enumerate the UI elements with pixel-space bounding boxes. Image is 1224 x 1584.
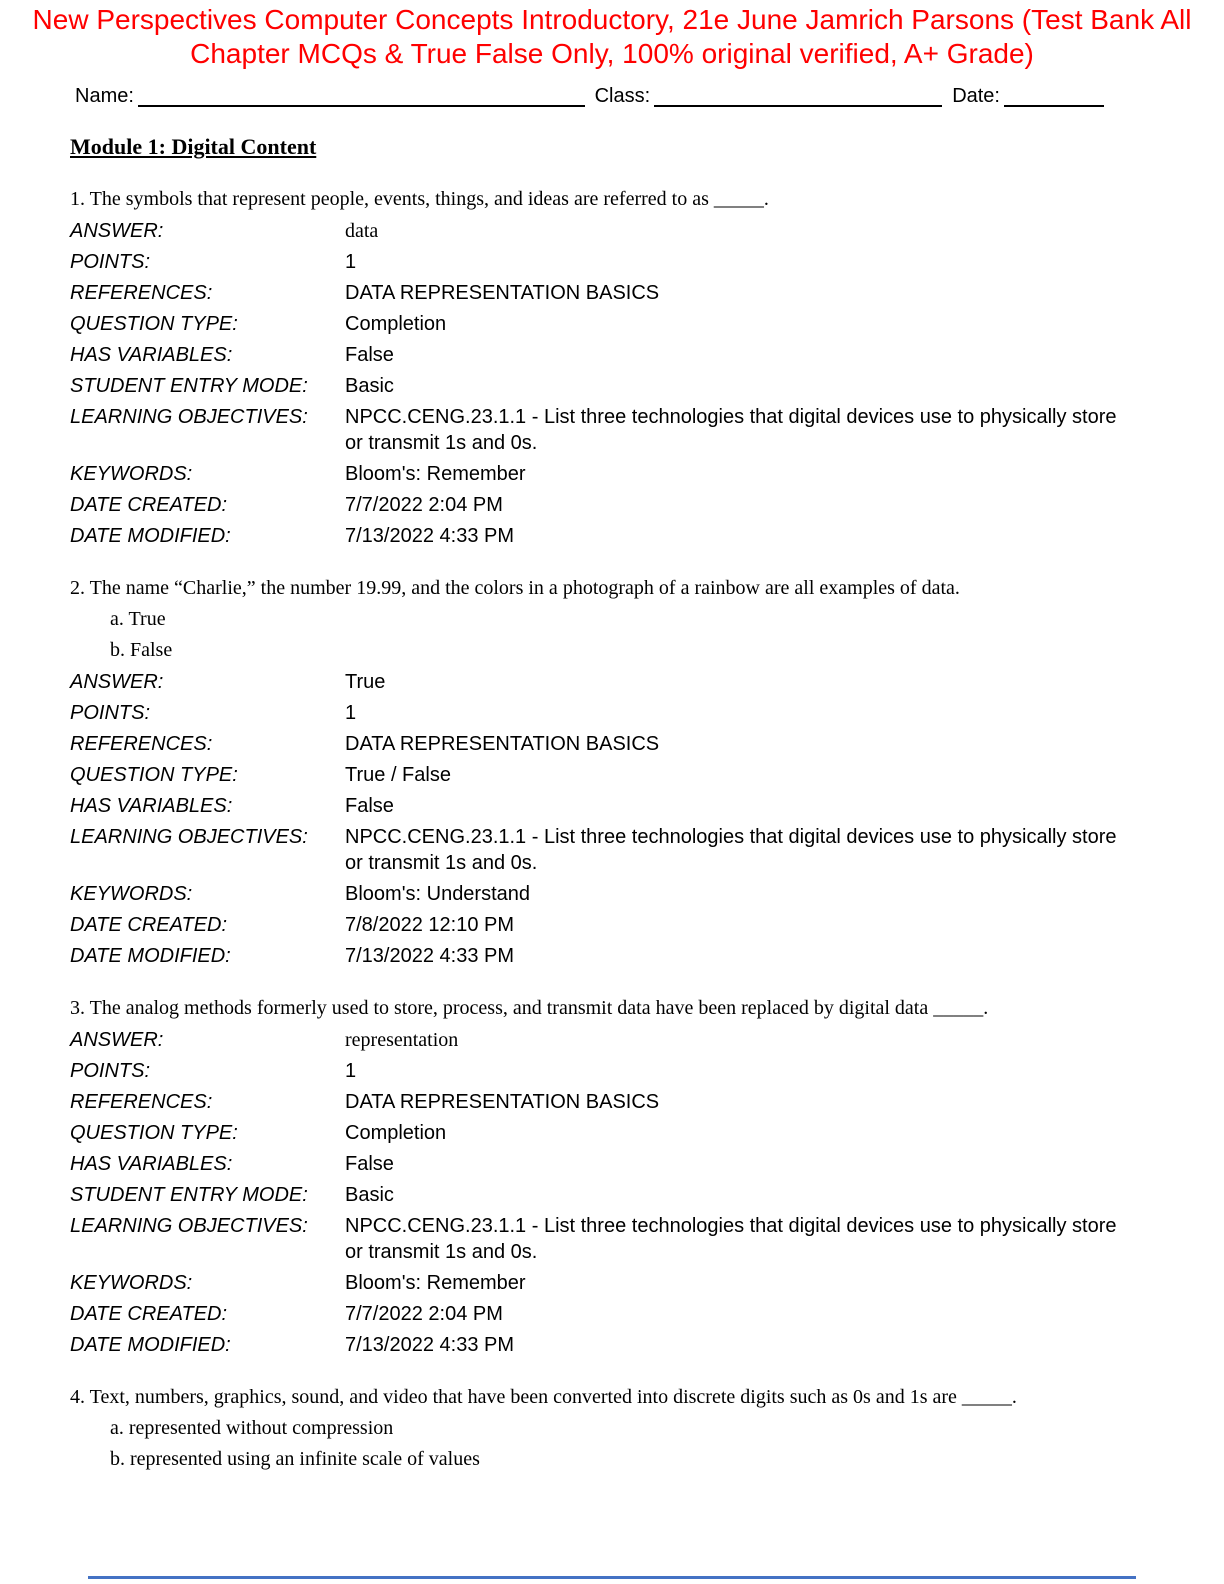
page-bottom-rule bbox=[88, 1576, 1136, 1579]
field-label: ANSWER: bbox=[70, 220, 164, 242]
field-value: Completion bbox=[345, 1122, 447, 1144]
question-text: 3. The analog methods formerly used to store, process, and transmit data have been replaced by digital data _____. bbox=[70, 997, 989, 1019]
field-label: QUESTION TYPE: bbox=[70, 764, 238, 786]
field-label: DATE CREATED: bbox=[70, 494, 228, 516]
class-blank-line bbox=[654, 85, 942, 107]
metadata-fields bbox=[70, 1027, 1136, 1358]
field-row bbox=[70, 404, 1136, 456]
field-row bbox=[70, 700, 1136, 726]
field-value: Bloom's: Understand bbox=[345, 883, 531, 905]
field-row bbox=[70, 461, 1136, 487]
field-label: LEARNING OBJECTIVES: bbox=[70, 826, 308, 848]
question-block-4 bbox=[70, 1384, 1136, 1472]
field-row bbox=[70, 943, 1136, 969]
field-value: 1 bbox=[345, 702, 357, 724]
field-label: HAS VARIABLES: bbox=[70, 344, 233, 366]
field-row bbox=[70, 1151, 1136, 1177]
field-label: QUESTION TYPE: bbox=[70, 1122, 238, 1144]
answer-option: a. represented without compression bbox=[110, 1417, 394, 1439]
field-label: POINTS: bbox=[70, 251, 151, 273]
field-value: 1 bbox=[345, 251, 357, 273]
field-value: 1 bbox=[345, 1060, 357, 1082]
title-line-1: New Perspectives Computer Concepts Introductory, 21e June Jamrich Parsons (Test Bank All bbox=[32, 4, 1192, 35]
field-label: ANSWER: bbox=[70, 1029, 164, 1051]
field-row bbox=[70, 1089, 1136, 1115]
field-label: KEYWORDS: bbox=[70, 1272, 193, 1294]
field-row bbox=[70, 523, 1136, 549]
field-value: NPCC.CENG.23.1.1 - List three technologies that digital devices use to physically store or transmit 1s and 0s. bbox=[345, 826, 1117, 874]
field-label: DATE MODIFIED: bbox=[70, 525, 231, 547]
field-row bbox=[70, 762, 1136, 788]
field-value: Basic bbox=[345, 1184, 394, 1206]
field-label: REFERENCES: bbox=[70, 733, 213, 755]
field-value: 7/13/2022 4:33 PM bbox=[345, 945, 515, 967]
field-value: True / False bbox=[345, 764, 451, 786]
module-heading: Module 1: Digital Content bbox=[70, 134, 317, 159]
field-row bbox=[70, 731, 1136, 757]
field-row bbox=[70, 373, 1136, 399]
field-row bbox=[70, 1301, 1136, 1327]
field-value: DATA REPRESENTATION BASICS bbox=[345, 733, 660, 755]
field-label: KEYWORDS: bbox=[70, 883, 193, 905]
field-label: POINTS: bbox=[70, 702, 151, 724]
name-class-date-row bbox=[75, 85, 1104, 107]
field-value: NPCC.CENG.23.1.1 - List three technologies that digital devices use to physically store or transmit 1s and 0s. bbox=[345, 406, 1117, 454]
field-row bbox=[70, 1213, 1136, 1265]
field-label: REFERENCES: bbox=[70, 282, 213, 304]
field-value: NPCC.CENG.23.1.1 - List three technologies that digital devices use to physically store or transmit 1s and 0s. bbox=[345, 1215, 1117, 1263]
field-row bbox=[70, 1270, 1136, 1296]
field-row bbox=[70, 342, 1136, 368]
question-block-1 bbox=[70, 186, 1136, 549]
date-label: Date: bbox=[952, 85, 1000, 107]
field-row bbox=[70, 669, 1136, 695]
field-value: False bbox=[345, 1153, 394, 1175]
field-row bbox=[70, 249, 1136, 275]
question-block-2 bbox=[70, 575, 1136, 969]
field-row bbox=[70, 881, 1136, 907]
field-value: False bbox=[345, 795, 394, 817]
field-row bbox=[70, 492, 1136, 518]
field-row bbox=[70, 1182, 1136, 1208]
field-label: DATE CREATED: bbox=[70, 914, 228, 936]
field-label: LEARNING OBJECTIVES: bbox=[70, 1215, 308, 1237]
field-label: QUESTION TYPE: bbox=[70, 313, 238, 335]
answer-option: b. False bbox=[110, 639, 173, 661]
field-value: Bloom's: Remember bbox=[345, 463, 526, 485]
field-row bbox=[70, 218, 1136, 244]
questions-container bbox=[0, 186, 1224, 1472]
field-value: data bbox=[345, 220, 379, 242]
name-label: Name: bbox=[75, 85, 134, 107]
field-label: ANSWER: bbox=[70, 671, 164, 693]
question-text: 1. The symbols that represent people, events, things, and ideas are referred to as _____. bbox=[70, 188, 769, 210]
field-value: 7/13/2022 4:33 PM bbox=[345, 1334, 515, 1356]
question-block-3 bbox=[70, 995, 1136, 1358]
field-row bbox=[70, 1027, 1136, 1053]
field-value: DATA REPRESENTATION BASICS bbox=[345, 282, 660, 304]
field-row bbox=[70, 793, 1136, 819]
question-text: 2. The name “Charlie,” the number 19.99, and the colors in a photograph of a rainbow are all examples of data. bbox=[70, 577, 960, 599]
field-label: LEARNING OBJECTIVES: bbox=[70, 406, 308, 428]
field-label: STUDENT ENTRY MODE: bbox=[70, 1184, 308, 1206]
answer-option: b. represented using an infinite scale of values bbox=[110, 1448, 480, 1470]
field-label: HAS VARIABLES: bbox=[70, 795, 233, 817]
field-value: DATA REPRESENTATION BASICS bbox=[345, 1091, 660, 1113]
metadata-fields bbox=[70, 669, 1136, 969]
field-value: True bbox=[345, 671, 386, 693]
field-value: 7/7/2022 2:04 PM bbox=[345, 1303, 503, 1325]
document-title bbox=[0, 0, 1224, 71]
question-text: 4. Text, numbers, graphics, sound, and video that have been converted into discrete digits such as 0s and 1s are _____. bbox=[70, 1386, 1017, 1408]
answer-option: a. True bbox=[110, 608, 166, 630]
field-row bbox=[70, 912, 1136, 938]
field-row bbox=[70, 1058, 1136, 1084]
field-value: Bloom's: Remember bbox=[345, 1272, 526, 1294]
name-blank-line bbox=[138, 85, 585, 107]
field-row bbox=[70, 1120, 1136, 1146]
field-row bbox=[70, 311, 1136, 337]
field-row bbox=[70, 280, 1136, 306]
field-row bbox=[70, 1332, 1136, 1358]
field-label: DATE MODIFIED: bbox=[70, 945, 231, 967]
field-value: 7/13/2022 4:33 PM bbox=[345, 525, 515, 547]
field-label: POINTS: bbox=[70, 1060, 151, 1082]
class-label: Class: bbox=[594, 85, 651, 107]
field-label: STUDENT ENTRY MODE: bbox=[70, 375, 308, 397]
field-value: 7/7/2022 2:04 PM bbox=[345, 494, 503, 516]
field-label: HAS VARIABLES: bbox=[70, 1153, 233, 1175]
field-label: DATE CREATED: bbox=[70, 1303, 228, 1325]
field-value: False bbox=[345, 344, 394, 366]
field-value: 7/8/2022 12:10 PM bbox=[345, 914, 515, 936]
title-line-2: Chapter MCQs & True False Only, 100% original verified, A+ Grade) bbox=[190, 38, 1034, 69]
field-label: DATE MODIFIED: bbox=[70, 1334, 231, 1356]
field-value: representation bbox=[345, 1029, 459, 1051]
metadata-fields bbox=[70, 218, 1136, 549]
field-label: REFERENCES: bbox=[70, 1091, 213, 1113]
field-row bbox=[70, 824, 1136, 876]
date-blank-line bbox=[1004, 85, 1104, 107]
field-label: KEYWORDS: bbox=[70, 463, 193, 485]
field-value: Basic bbox=[345, 375, 394, 397]
field-value: Completion bbox=[345, 313, 447, 335]
